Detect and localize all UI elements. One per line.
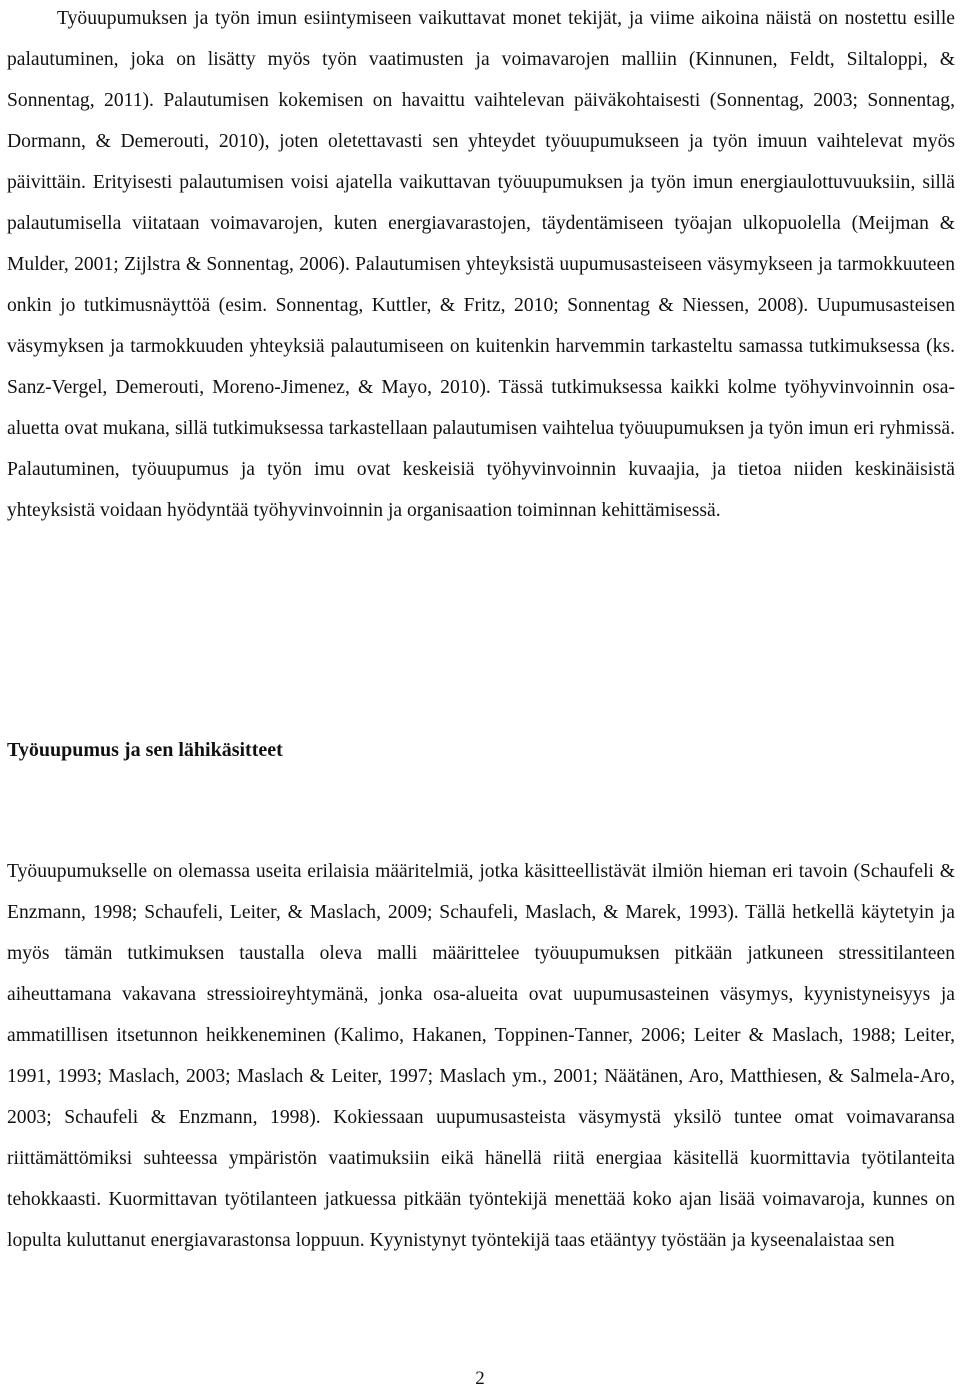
body-paragraph: Työuupumukselle on olemassa useita erilaisia määritelmiä, jotka käsitteellistävät ilmiön hieman eri tavoin (Schaufeli & Enzmann, 1998; Schaufeli, Leiter, & Maslach, 2009; Schaufeli, Maslach, & Marek, 1993). Tällä hetkellä käytetyin ja myös tämän tutkimuksen taustalla oleva malli määrittelee työuupumuksen pitkään jatkuneen stressitilanteen aiheuttamana vakavana stressioireyhtymänä, jonka osa-alueita ovat uupumusasteinen väsymys, kyynistyneisyys ja ammatillisen itsetunnon heikkeneminen (Kalimo, Hakanen, Toppinen-Tanner, 2006; Leiter & Maslach, 1988; Leiter, 1991, 1993; Maslach, 2003; Maslach & Leiter, 1997; Maslach ym., 2001; Näätänen, Aro, Matthiesen, & Salmela-Aro, 2003; Schaufeli & Enzmann, 1998). Kokiessaan uupumusasteista väsymystä yksilö tuntee omat voimavaransa riittämättömiksi suhteessa ympäristön vaatimuksiin eikä hänellä riitä energiaa käsitellä kuormittavia työtilanteita tehokkaasti. Kuormittavan työtilanteen jatkuessa pitkään työntekijä menettää koko ajan lisää voimavaroja, kunnes on lopulta kuluttanut energiavarastonsa loppuun. Kyynistynyt työntekijä taas etääntyy työstään ja kyseenalaistaa sen	[7, 861, 955, 1251]
section-heading: Työuupumus ja sen lähikäsitteet	[7, 739, 283, 761]
body-paragraph: Työuupumuksen ja työn imun esiintymiseen vaikuttavat monet tekijät, ja viime aikoina näistä on nostettu esille palautuminen, joka on lisätty myös työn vaatimusten ja voimavarojen malliin (Kinnunen, Feldt, Siltaloppi, & Sonnentag, 2011). Palautumisen kokemisen on havaittu vaihtelevan päiväkohtaisesti (Sonnentag, 2003; Sonnentag, Dormann, & Demerouti, 2010), joten oletettavasti sen yhteydet työuupumukseen ja työn imuun vaihtelevat myös päivittäin. Erityisesti palautumisen voisi ajatella vaikuttavan työuupumuksen ja työn imun energiaulottuvuuksiin, sillä palautumisella viitataan voimavarojen, kuten energiavarastojen, täydentämiseen työajan ulkopuolella (Meijman & Mulder, 2001; Zijlstra & Sonnentag, 2006). Palautumisen yhteyksistä uupumusasteiseen väsymykseen ja tarmokkuuteen onkin jo tutkimusnäyttöä (esim. Sonnentag, Kuttler, & Fritz, 2010; Sonnentag & Niessen, 2008). Uupumusasteisen väsymyksen ja tarmokkuuden yhteyksiä palautumiseen on kuitenkin harvemmin tarkasteltu samassa tutkimuksessa (ks. Sanz-Vergel, Demerouti, Moreno-Jimenez, & Mayo, 2010). Tässä tutkimuksessa kaikki kolme työhyvinvoinnin osa-aluetta ovat mukana, sillä tutkimuksessa tarkastellaan palautumisen vaihtelua työuupumuksen ja työn imun eri ryhmissä. Palautuminen, työuupumus ja työn imu ovat keskeisiä työhyvinvoinnin kuvaajia, ja tietoa niiden keskinäisistä yhteyksistä voidaan hyödyntää työhyvinvoinnin ja organisaation toiminnan kehittämisessä.	[7, 8, 955, 521]
page-number: 2	[475, 1368, 485, 1389]
